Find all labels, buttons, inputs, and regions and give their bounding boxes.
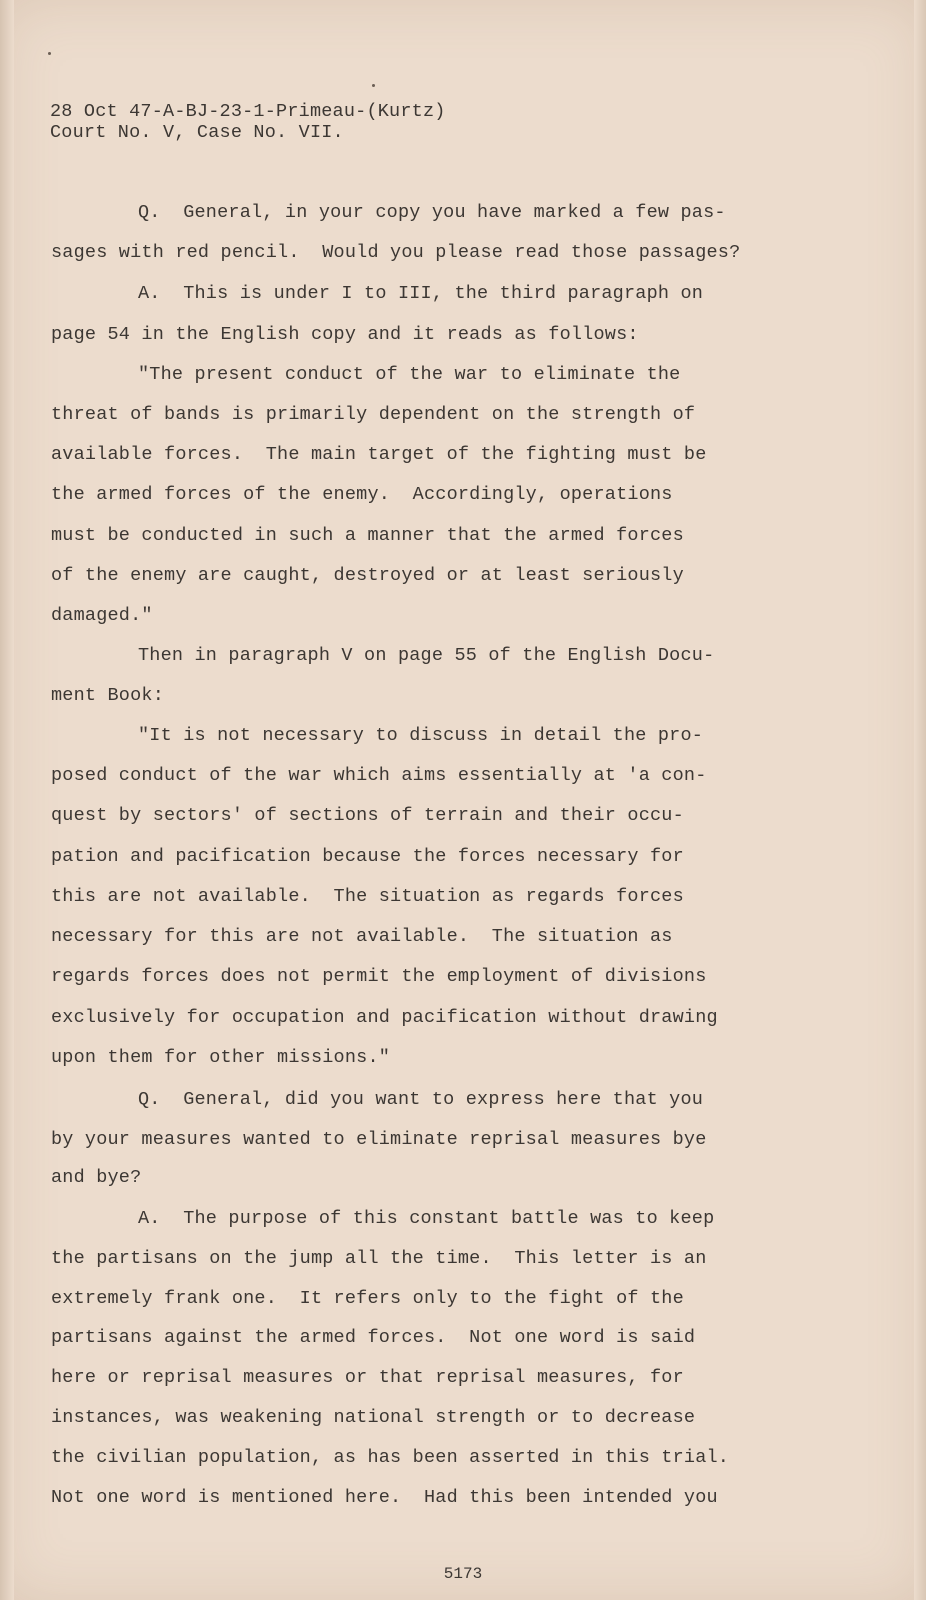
text-line: Q. General, in your copy you have marked a few pas- xyxy=(138,202,726,223)
text-line: "The present conduct of the war to eliminate the xyxy=(138,364,681,385)
text-line: quest by sectors' of sections of terrain and their occu- xyxy=(51,805,684,826)
ink-speck xyxy=(48,52,51,55)
text-line: here or reprisal measures or that reprisal measures, for xyxy=(51,1367,684,1388)
text-line: page 54 in the English copy and it reads as follows: xyxy=(51,324,639,345)
text-line: A. This is under I to III, the third paragraph on xyxy=(138,283,704,304)
text-line: instances, was weakening national strength or to decrease xyxy=(51,1407,696,1428)
text-line: posed conduct of the war which aims essentially at 'a con- xyxy=(51,765,707,786)
text-line: damaged." xyxy=(51,605,153,626)
text-line: of the enemy are caught, destroyed or at least seriously xyxy=(51,565,684,586)
text-line: the civilian population, as has been asserted in this trial. xyxy=(51,1447,730,1468)
text-line: extremely frank one. It refers only to the fight of the xyxy=(51,1288,684,1309)
text-line: "It is not necessary to discuss in detail the pro- xyxy=(138,725,704,746)
text-line: and bye? xyxy=(51,1167,142,1188)
header-line-2: Court No. V, Case No. VII. xyxy=(50,122,344,143)
text-line: sages with red pencil. Would you please read those passages? xyxy=(51,242,741,263)
text-line: available forces. The main target of the fighting must be xyxy=(51,444,707,465)
text-line: the partisans on the jump all the time. This letter is an xyxy=(51,1248,707,1269)
text-line: by your measures wanted to eliminate reprisal measures bye xyxy=(51,1129,707,1150)
page-number: 5173 xyxy=(443,1565,483,1583)
text-line: regards forces does not permit the employment of divisions xyxy=(51,966,707,987)
text-line: Not one word is mentioned here. Had this been intended you xyxy=(51,1487,718,1508)
paper-edge-left xyxy=(0,0,14,1600)
text-line: this are not available. The situation as regards forces xyxy=(51,886,684,907)
text-line: Then in paragraph V on page 55 of the English Docu- xyxy=(138,645,715,666)
text-line: partisans against the armed forces. Not one word is said xyxy=(51,1327,696,1348)
text-line: must be conducted in such a manner that the armed forces xyxy=(51,525,684,546)
header-line-1: 28 Oct 47-A-BJ-23-1-Primeau-(Kurtz) xyxy=(50,101,446,122)
text-line: Q. General, did you want to express here that you xyxy=(138,1089,704,1110)
text-line: upon them for other missions." xyxy=(51,1047,391,1068)
text-line: threat of bands is primarily dependent on the strength of xyxy=(51,404,696,425)
text-line: exclusively for occupation and pacification without drawing xyxy=(51,1007,718,1028)
ink-speck xyxy=(372,84,375,87)
text-line: A. The purpose of this constant battle was to keep xyxy=(138,1208,715,1229)
text-line: the armed forces of the enemy. Accordingly, operations xyxy=(51,484,673,505)
text-line: necessary for this are not available. The situation as xyxy=(51,926,673,947)
text-line: pation and pacification because the forces necessary for xyxy=(51,846,684,867)
text-line: ment Book: xyxy=(51,685,165,706)
paper-edge-right xyxy=(914,0,926,1600)
